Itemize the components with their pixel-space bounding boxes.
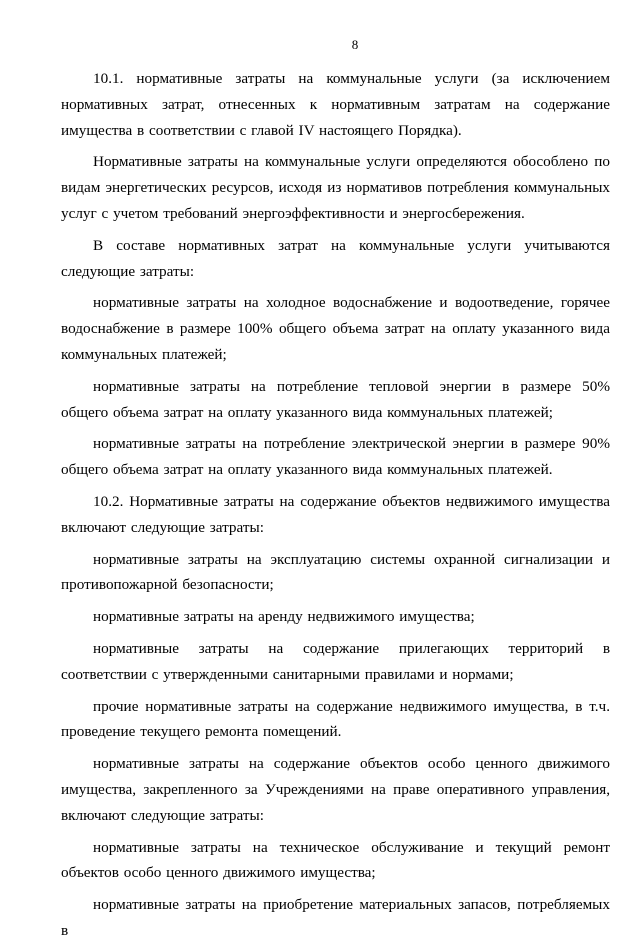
list-item-water-supply: нормативные затраты на холодное водоснабжение и водоотведение, горячее водоснабжение в размере 100% общего объема затрат на оплату указанного вида коммунальных платежей; [61, 294, 610, 363]
list-item-heat-energy: нормативные затраты на потребление тепловой энергии в размере 50% общего объема затрат на оплату указанного вида коммунальных платежей; [61, 377, 610, 421]
list-item-territories: нормативные затраты на содержание прилегающих территорий в соответствии с утвержденными санитарными правилами и нормами; [61, 639, 610, 683]
list-item-electric-energy: нормативные затраты на потребление электрической энергии в размере 90% общего объема затрат на оплату указанного вида коммунальных платежей. [61, 435, 610, 479]
document-body [61, 66, 610, 944]
paragraph-10-2: 10.2. Нормативные затраты на содержание объектов недвижимого имущества включают следующие затраты: [61, 492, 610, 536]
list-item-security-system: нормативные затраты на эксплуатацию системы охранной сигнализации и противопожарной безопасности; [61, 550, 610, 594]
paragraph-10-1: 10.1. нормативные затраты на коммунальные услуги (за исключением нормативных затрат, отнесенных к нормативным затратам на содержание имущества в соответствии с главой IV настоящего Порядка). [61, 70, 610, 139]
list-item-material-stock: нормативные затраты на приобретение материальных запасов, потребляемых в [61, 896, 610, 939]
list-item-rent: нормативные затраты на аренду недвижимого имущества; [93, 608, 475, 626]
page-number: 8 [351, 37, 359, 52]
paragraph-movable-property: нормативные затраты на содержание объектов особо ценного движимого имущества, закрепленного за Учреждениями на праве оперативного управления, включают следующие затраты: [61, 755, 610, 824]
list-item-technical-maintenance: нормативные затраты на техническое обслуживание и текущий ремонт объектов особо ценного движимого имущества; [61, 838, 610, 882]
paragraph-utilities-definition: Нормативные затраты на коммунальные услуги определяются обособлено по видам энергетических ресурсов, исходя из нормативов потребления коммунальных услуг с учетом требований энергоэффективности и энергосбережения. [61, 153, 610, 222]
list-item-other-maintenance: прочие нормативные затраты на содержание недвижимого имущества, в т.ч. проведение текущего ремонта помещений. [61, 697, 610, 741]
paragraph-utilities-composition: В составе нормативных затрат на коммунальные услуги учитываются следующие затраты: [61, 236, 610, 280]
